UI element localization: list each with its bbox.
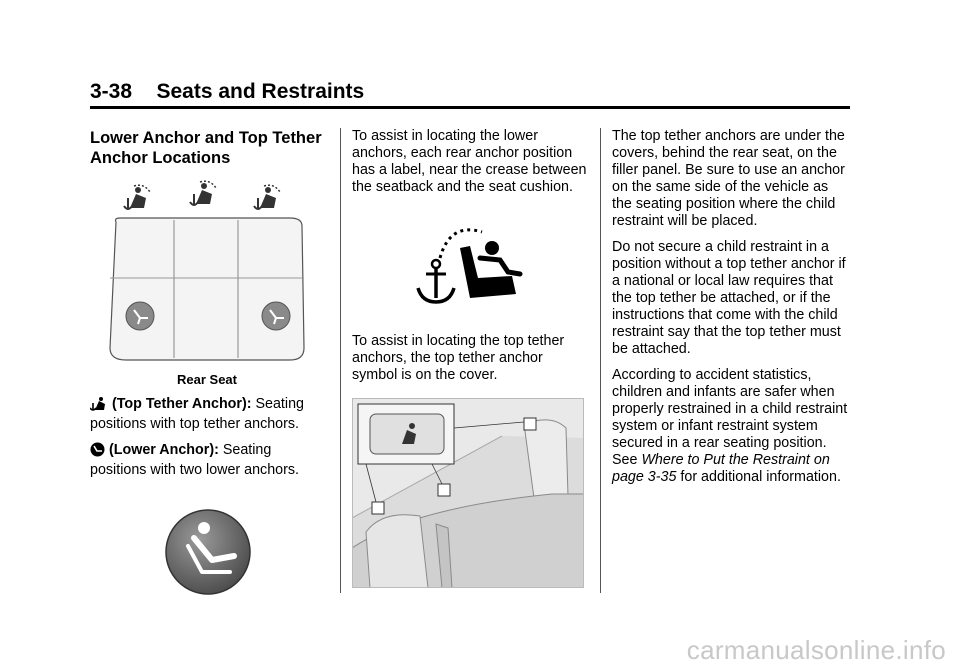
header-rule: [90, 106, 850, 109]
legend-text-top-tether: Seating positions with top tether anchors.: [90, 396, 304, 432]
statistics-text: According to accident statistics, children and infants are safer when properly restrained in a child restraint system or infant restraint system secured in a rear seating position. See: [612, 367, 848, 468]
tether-anchor-icon: [124, 185, 150, 209]
rear-seat-tether-photo: [352, 398, 584, 588]
legend-label-top-tether: (Top Tether Anchor):: [111, 396, 252, 412]
column-1: [90, 128, 324, 598]
watermark: carmanualsonline.info: [686, 635, 946, 665]
section-heading: Lower Anchor and Top Tether Anchor Locations: [90, 129, 322, 167]
section-title: Seats and Restraints: [156, 80, 365, 103]
column-divider-1: [340, 128, 341, 593]
legend-item-lower-anchor: [90, 442, 324, 479]
tether-anchor-icon: [190, 181, 216, 205]
paragraph-lower-anchor-label: To assist in locating the lower anchors, each rear anchor position has a label, near the crease between the seatback and the seat cushion.: [352, 128, 587, 195]
paragraph-tether-location: The top tether anchors are under the covers, behind the rear seat, on the filler panel. Be sure to use an anchor on the same side of the vehicle as the seating position where the child restraint will be placed.: [612, 128, 845, 229]
column-2: [352, 128, 588, 588]
figure-caption: Rear Seat: [177, 372, 237, 387]
paragraph-tether-warning: Do not secure a child restraint in a position without a top tether anchor if a national or local law requires that the top tether be attached, or if the instructions that come with the child restraint say that the top tether must be attached.: [612, 239, 846, 357]
tether-anchor-icon: [418, 230, 520, 302]
page-number: 3-38: [90, 80, 133, 103]
page-header: [90, 80, 850, 104]
lower-anchor-icon: [126, 302, 154, 330]
legend-item-top-tether: [90, 396, 324, 433]
rear-seat-figure: [90, 178, 324, 363]
legend-label-lower-anchor: (Lower Anchor):: [108, 442, 219, 458]
lower-anchor-icon: [166, 510, 250, 594]
tether-anchor-icon: [254, 185, 280, 209]
cross-reference-link[interactable]: Where to Put the Restraint on page 3-35: [612, 452, 830, 485]
column-3: [612, 128, 852, 495]
paragraph-tether-symbol: To assist in locating the top tether anchors, the top tether anchor symbol is on the cover.: [352, 333, 565, 383]
paragraph-statistics: [612, 367, 852, 486]
legend-text-lower-anchor: Seating positions with two lower anchors.: [90, 442, 299, 478]
lower-anchor-symbol-figure: [90, 488, 324, 598]
column-divider-2: [600, 128, 601, 593]
tether-symbol-figure: [352, 218, 588, 313]
tether-anchor-icon: [90, 396, 108, 416]
lower-anchor-icon: [90, 442, 105, 462]
statistics-text-end: for additional information.: [680, 469, 841, 485]
lower-anchor-icon: [262, 302, 290, 330]
